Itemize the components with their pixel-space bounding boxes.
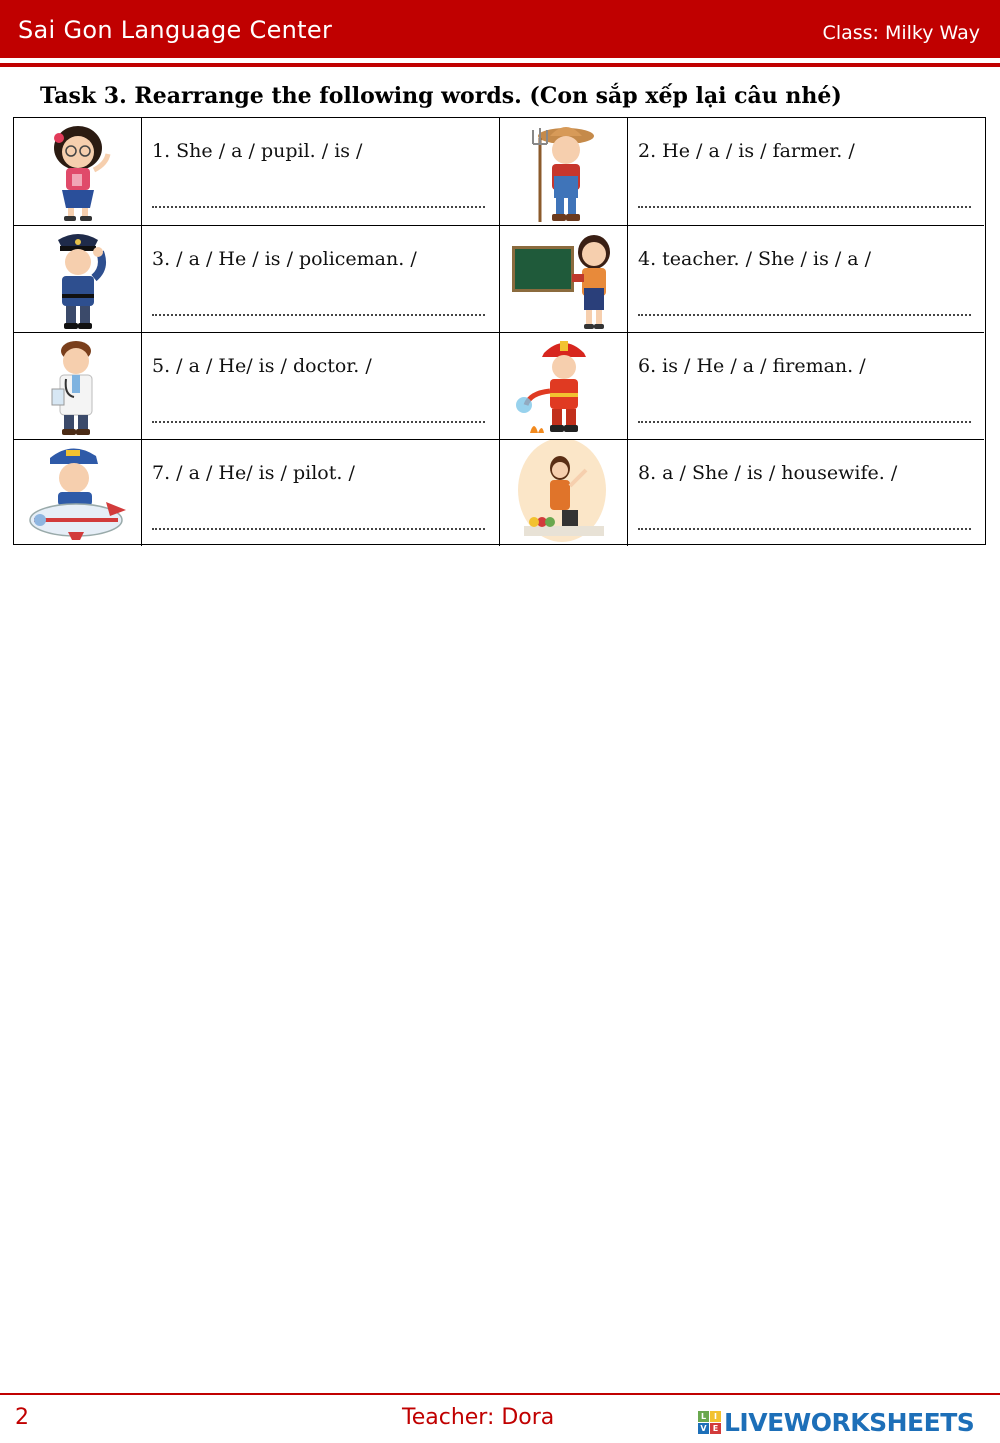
prompt-text: 3. / a / He / is / policeman. / (152, 248, 417, 270)
prompt-text: 7. / a / He/ is / pilot. / (152, 462, 355, 484)
table-row (14, 118, 984, 225)
answer-line[interactable] (638, 421, 971, 423)
exercise-item-7 (142, 440, 500, 546)
class-name: Class: Milky Way (822, 22, 980, 44)
girl-pupil-illustration (14, 118, 142, 225)
prompt-text: 2. He / a / is / farmer. / (638, 140, 855, 162)
prompt-text: 4. teacher. / She / is / a / (638, 248, 872, 270)
answer-line[interactable] (152, 528, 485, 530)
pilot-with-plane-illustration (14, 440, 142, 546)
exercise-item-6 (628, 333, 985, 439)
task-title: Task 3. Rearrange the following words. (Con sắp xếp lại câu nhé) (40, 83, 842, 109)
table-row (14, 439, 984, 546)
answer-line[interactable] (152, 206, 485, 208)
fireman-illustration (500, 333, 628, 439)
exercise-table (13, 117, 986, 545)
page-number: 2 (15, 1405, 29, 1430)
answer-line[interactable] (638, 528, 971, 530)
liveworksheets-logo[interactable] (698, 1406, 974, 1438)
exercise-item-4 (628, 226, 985, 332)
answer-line[interactable] (638, 206, 971, 208)
prompt-text: 8. a / She / is / housewife. / (638, 462, 898, 484)
teacher-name: Teacher: Dora (402, 1405, 555, 1430)
brand-text: LIVEWORKSHEETS (724, 1407, 975, 1437)
prompt-text: 5. / a / He/ is / doctor. / (152, 355, 372, 377)
center-name: Sai Gon Language Center (18, 16, 333, 44)
prompt-text: 6. is / He / a / fireman. / (638, 355, 866, 377)
housewife-cooking-illustration (500, 440, 628, 546)
table-row (14, 332, 984, 439)
answer-line[interactable] (152, 314, 485, 316)
footer-divider (0, 1393, 1000, 1395)
header-divider (0, 63, 1000, 67)
boy-farmer-illustration (500, 118, 628, 225)
page-header (0, 0, 1000, 58)
exercise-item-3 (142, 226, 500, 332)
policeman-illustration (14, 226, 142, 332)
teacher-at-blackboard-illustration (500, 226, 628, 332)
answer-line[interactable] (638, 314, 971, 316)
liveworksheets-icon: L I V E (698, 1411, 721, 1434)
doctor-illustration (14, 333, 142, 439)
prompt-text: 1. She / a / pupil. / is / (152, 140, 363, 162)
table-row (14, 225, 984, 332)
answer-line[interactable] (152, 421, 485, 423)
exercise-item-8 (628, 440, 985, 546)
exercise-item-1 (142, 118, 500, 225)
exercise-item-2 (628, 118, 985, 225)
exercise-item-5 (142, 333, 500, 439)
